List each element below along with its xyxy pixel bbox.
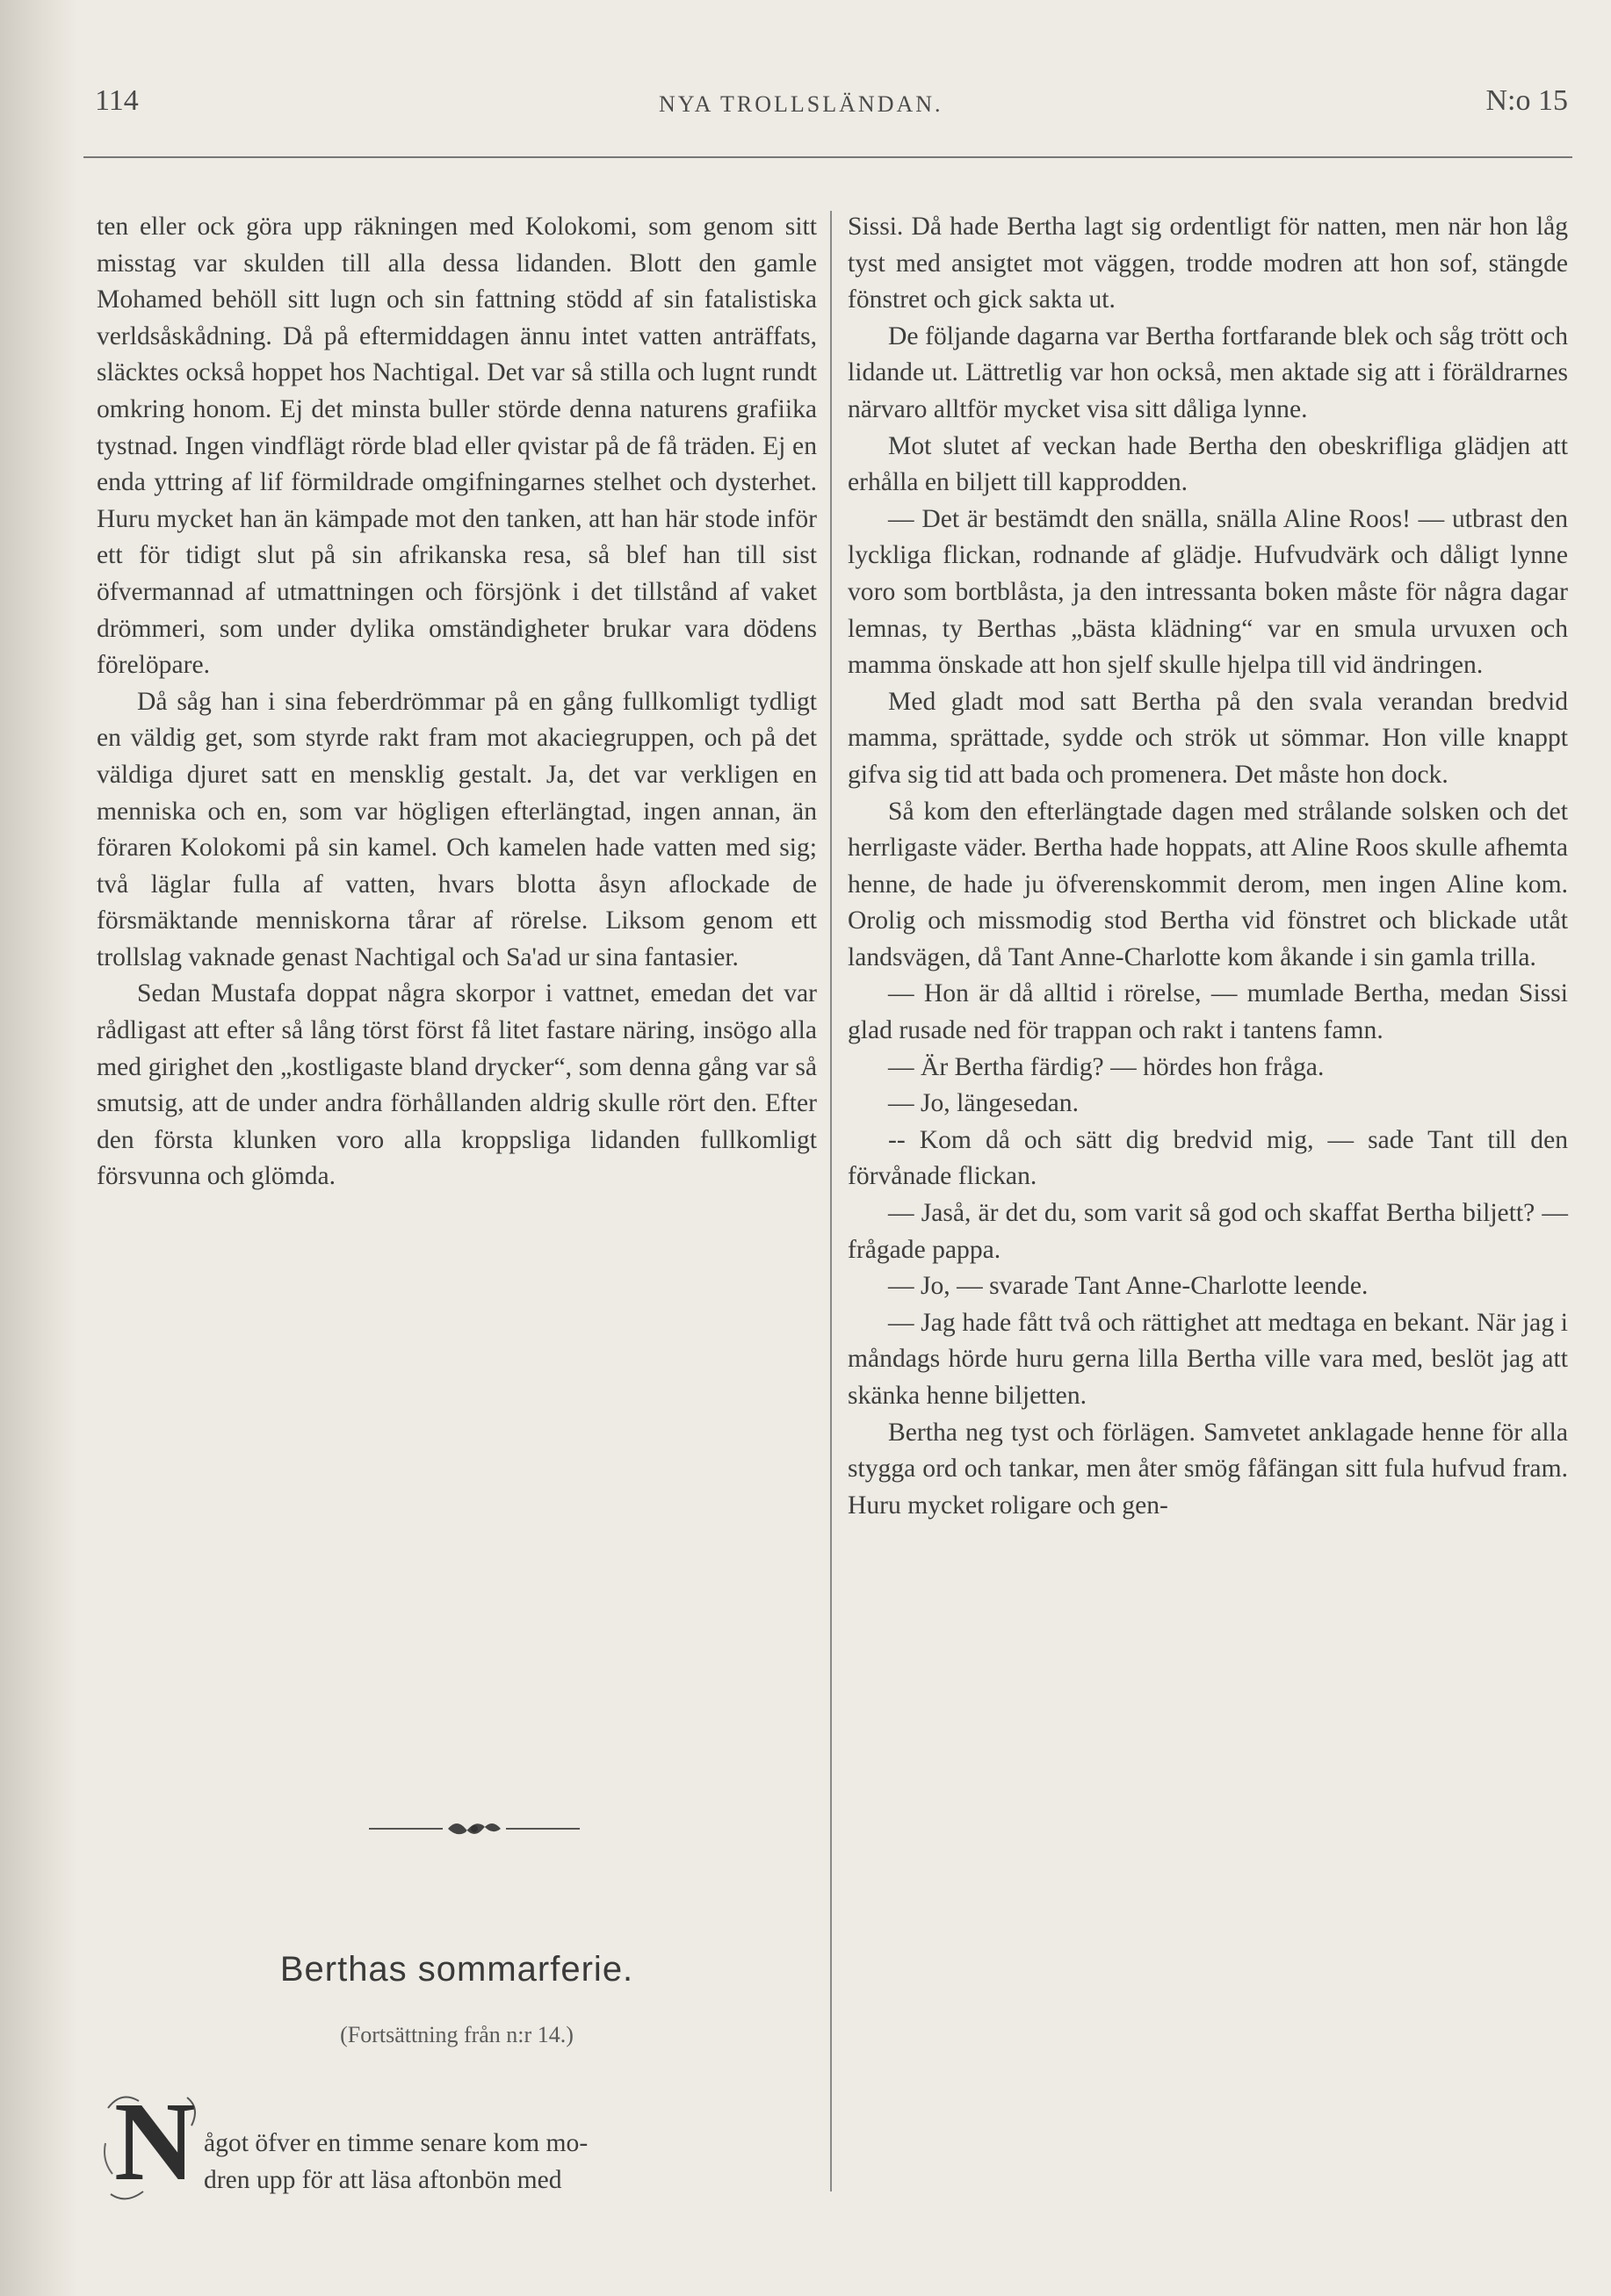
running-title: NYA TROLLSLÄNDAN.: [659, 91, 943, 117]
paragraph: — Är Bertha färdig? — hördes hon fråga.: [888, 1052, 1325, 1081]
paragraph: Så kom den efterlängtade dagen med strålande solsken och det herrligaste väder. Bertha hade hoppats, att Aline Roos skulle afhemta henne, de hade ju öfverenskommit derom, men ingen Aline kom. Orolig och missmodig stod Bertha vid fönstret och blickade utåt landsvägen, då Tant Anne-Charlotte kom åkande i sin gamla trilla.: [848, 797, 1568, 971]
page-number: 114: [95, 84, 139, 117]
column-divider: [830, 211, 832, 2191]
header-rule: [83, 156, 1572, 158]
paragraph: Bertha neg tyst och förlägen. Samvetet anklagade henne för alla stygga ord och tankar, men åter smög fåfängan sitt fula hufvud fram. Huru mycket roligare och gen-: [848, 1418, 1568, 1520]
opening-line: ågot öfver en timme senare kom mo-: [204, 2129, 589, 2157]
opening-line: dren upp för att läsa aftonbön med: [204, 2165, 562, 2194]
paragraph: Med gladt mod satt Bertha på den svala verandan bredvid mamma, sprättade, sydde och strök ut sömmar. Hon ville knappt gifva sig tid att bada och promenera. Det måste hon dock.: [848, 687, 1568, 789]
paragraph: — Det är bestämdt den snälla, snälla Aline Roos! — utbrast den lyckliga flickan, rodnande af glädje. Hufvudvärk och dåligt lynne voro som bortblåsta, ja den intressanta boken måste för några dagar lemnas, ty Berthas „bästa klädning“ var en smula urvuxen och mamma önskade att hon sjelf skulle hjelpa till vid ändringen.: [848, 504, 1568, 680]
ornament-divider: [369, 1816, 580, 1841]
paragraph: -- Kom då och sätt dig bredvid mig, — sade Tant till den förvånade flickan.: [848, 1125, 1568, 1191]
right-column: [848, 209, 1568, 1524]
paragraph: ten eller ock göra upp räkningen med Kolokomi, som genom sitt misstag var skulden till alla dessa lidanden. Blott den gamle Mohamed behöll sitt lugn och sin fattning stödd af sin fatalistiska verldsåskådning. Då på eftermiddagen ännu intet vatten anträffats, släcktes också hoppet hos Nachtigal. Det var så stilla och lugnt rundt omkring honom. Ej det minsta buller störde denna naturens grafiika tystnad. Ingen vindflägt rörde blad eller qvistar på de få träden. Ej en enda yttring af lif förmildrade omgifningarnes stelhet och dysterhet. Huru mycket han än kämpade mot den tanken, att han här stode inför ett för tidigt slut på sin afrikanska resa, så blef han till sist öfvermannad af utmattningen och försjönk i det tillstånd af vaket drömmeri, som under dylika omständigheter brukar vara dödens förelöpare.: [97, 213, 817, 680]
paragraph: — Jaså, är det du, som varit så god och skaffat Bertha biljett? — frågade pappa.: [848, 1199, 1568, 1264]
paragraph: — Jo, — svarade Tant Anne-Charlotte leende.: [888, 1272, 1369, 1301]
issue-number: N:o 15: [1485, 84, 1568, 117]
paragraph: Då såg han i sina feberdrömmar på en gång fullkomligt tydligt en väldig get, som styrde rakt fram mot akaciegruppen, och på det väldiga djuret satt en mensklig gestalt. Ja, det var verkligen en menniska och en, som var högligen efterlängtad, ingen annan, än föraren Kolokomi på sin kamel. Och kamelen hade vatten med sig; två läglar fulla af vatten, hvars blotta åsyn aflockade de försmäktande menniskorna tårar af rörelse. Liksom genom ett trollslag vaknade genast Nachtigal och Sa'ad ur sina fantasier.: [97, 687, 817, 971]
dropcap-letter: N: [114, 2079, 196, 2204]
paragraph: De följande dagarna var Bertha fortfarande blek och såg trött och lidande ut. Lättretlig var hon också, men aktade sig att i föräldrarnes närvaro alltför mycket visa sitt dåliga lynne.: [848, 321, 1568, 423]
paragraph: Mot slutet af veckan hade Bertha den obeskrifliga glädjen att erhålla en biljett till kapprodden.: [848, 431, 1568, 497]
section-title: Berthas sommarferie.: [279, 1950, 634, 1989]
opening-lines: [204, 2126, 817, 2199]
paragraph: — Jag hade fått två och rättighet att medtaga en bekant. När jag i måndags hörde huru gerna lilla Bertha ville vara med, beslöt jag att skänka henne biljetten.: [848, 1308, 1568, 1410]
binding-shadow: [0, 0, 77, 2296]
drop-cap: [104, 2079, 205, 2205]
page-header: [88, 84, 1568, 134]
paragraph: — Jo, längesedan.: [888, 1089, 1079, 1118]
paragraph: Sissi. Då hade Bertha lagt sig ordentligt för natten, men när hon låg tyst med ansigtet mot väggen, trodde modren att hon sof, stängde fönstret och gick sakta ut.: [848, 213, 1568, 314]
paragraph: — Hon är då alltid i rörelse, — mumlade Bertha, medan Sissi glad rusade ned för trappan och rakt i tantens famn.: [848, 979, 1568, 1045]
continuation-note: (Fortsättning från n:r 14.): [340, 2022, 574, 2047]
left-column: [97, 209, 817, 1195]
paragraph: Sedan Mustafa doppat några skorpor i vattnet, emedan det var rådligast att efter så lång törst först få litet fastare näring, insögo alla med girighet den „kostligaste bland drycker“, som denna gång var så smutsig, att de under andra förhållanden aldrig skulle rört den. Efter den första klunken voro alla kroppsliga lidanden fullkomligt försvunna och glömda.: [97, 979, 817, 1191]
